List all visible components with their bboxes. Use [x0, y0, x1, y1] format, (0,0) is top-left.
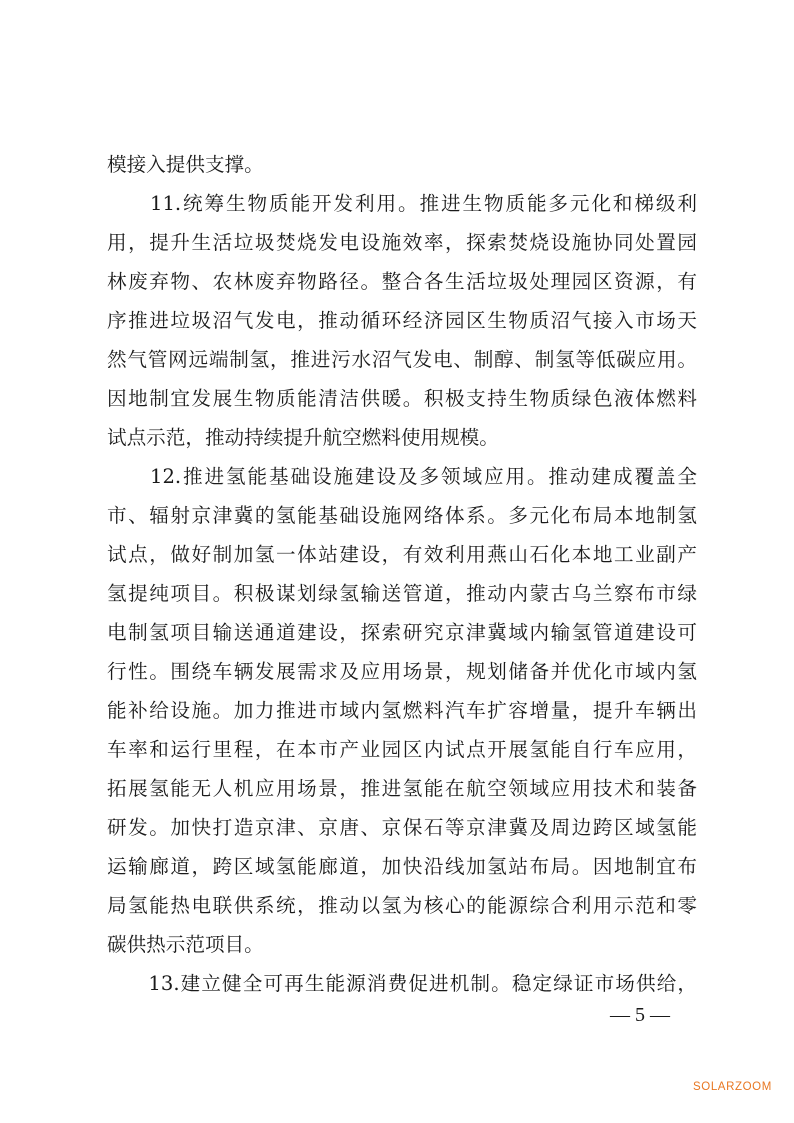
text-line: 13.建立健全可再生能源消费促进机制。稳定绿证市场供给， [107, 972, 697, 995]
text-line: 因地制宜发展生物质能清洁供暖。积极支持生物质绿色液体燃料 [107, 387, 697, 410]
text-line: 研发。加快打造京津、京唐、京保石等京津冀及周边跨区域氢能 [107, 816, 697, 839]
text-line: 11.统筹生物质能开发利用。推进生物质能多元化和梯级利 [107, 192, 697, 215]
text-line: 然气管网远端制氢，推进污水沼气发电、制醇、制氢等低碳应用。 [107, 348, 697, 371]
text-line: 氢提纯项目。积极谋划绿氢输送管道，推动内蒙古乌兰察布市绿 [107, 582, 697, 605]
text-line: 车率和运行里程，在本市产业园区内试点开展氢能自行车应用， [107, 738, 697, 761]
text-line: 林废弃物、农林废弃物路径。整合各生活垃圾处理园区资源，有 [107, 270, 697, 293]
text-line: 市、辐射京津冀的氢能基础设施网络体系。多元化布局本地制氢 [107, 504, 697, 527]
text-line: 碳供热示范项目。 [107, 933, 264, 956]
text-line: 能补给设施。加力推进市域内氢燃料汽车扩容增量，提升车辆出 [107, 699, 697, 722]
text-line: 模接入提供支撑。 [107, 153, 264, 176]
text-line: 试点示范，推动持续提升航空燃料使用规模。 [107, 426, 499, 449]
body-text [107, 145, 697, 1003]
text-line: 拓展氢能无人机应用场景，推进氢能在航空领域应用技术和装备 [107, 777, 697, 800]
text-line: 局氢能热电联供系统，推动以氢为核心的能源综合利用示范和零 [107, 894, 697, 917]
text-line: 行性。围绕车辆发展需求及应用场景，规划储备并优化市域内氢 [107, 660, 697, 683]
text-line: 序推进垃圾沼气发电，推动循环经济园区生物质沼气接入市场天 [107, 309, 697, 332]
text-line: 电制氢项目输送通道建设，探索研究京津冀域内输氢管道建设可 [107, 621, 697, 644]
watermark-logo: SOLARZOOM [693, 1081, 772, 1093]
text-line: 运输廊道，跨区域氢能廊道，加快沿线加氢站布局。因地制宜布 [107, 855, 697, 878]
text-line: 用，提升生活垃圾焚烧发电设施效率，探索焚烧设施协同处置园 [107, 231, 697, 254]
text-line: 12.推进氢能基础设施建设及多领域应用。推动建成覆盖全 [107, 465, 697, 488]
text-line: 试点，做好制加氢一体站建设，有效利用燕山石化本地工业副产 [107, 543, 697, 566]
page-number: — 5 — [610, 1004, 670, 1026]
